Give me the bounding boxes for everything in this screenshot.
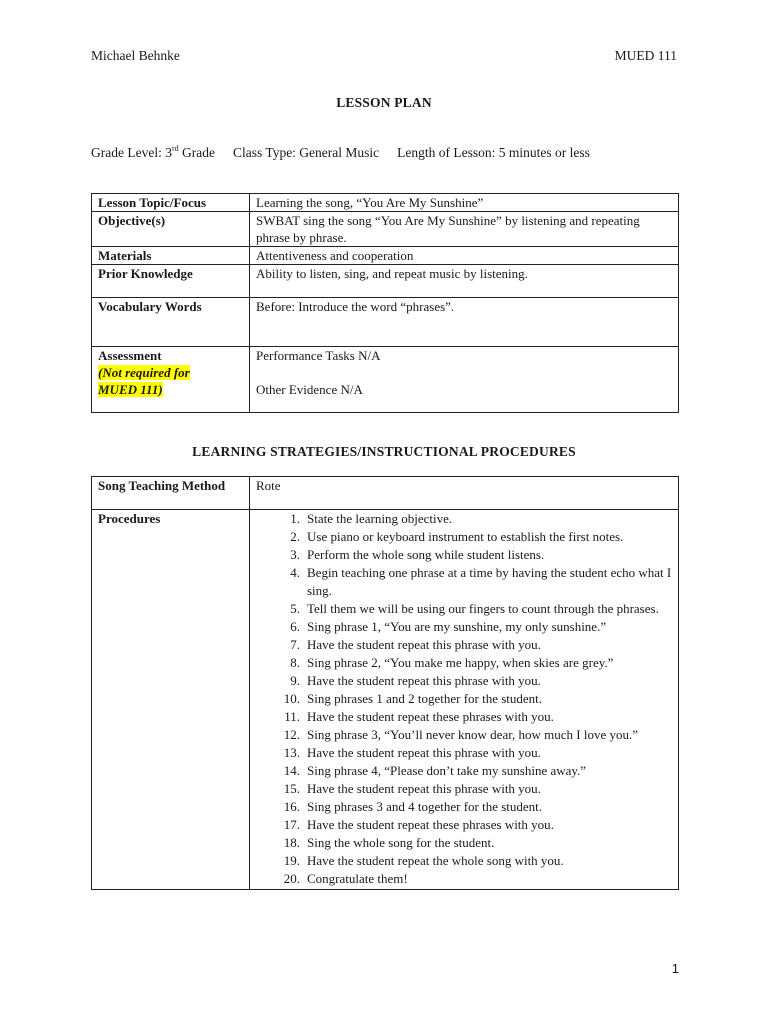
procedure-number: 4. [290, 565, 300, 580]
table-row [92, 247, 679, 265]
performance-tasks: Performance Tasks N/A [256, 348, 381, 363]
materials-label: Materials [92, 247, 250, 265]
lesson-plan-table [91, 193, 679, 413]
grade-level: Grade Level: 3rd Grade [91, 144, 215, 160]
table-row [92, 510, 679, 890]
topic-value: Learning the song, “You Are My Sunshine” [250, 194, 679, 212]
procedure-number: 20. [283, 871, 300, 886]
list-item [256, 600, 672, 618]
other-evidence: Other Evidence N/A [256, 382, 363, 397]
lesson-meta [91, 145, 590, 161]
table-row [92, 477, 679, 510]
author-name: Michael Behnke [91, 48, 180, 63]
assessment-note: MUED 111) [98, 382, 163, 397]
procedure-number: 15. [283, 781, 300, 796]
vocabulary-label: Vocabulary Words [92, 298, 250, 347]
procedure-text: Tell them we will be using our fingers to count through the phrases. [307, 601, 659, 616]
table-row [92, 347, 679, 413]
procedure-number: 16. [283, 799, 300, 814]
page-number: 1 [671, 961, 679, 976]
list-item [256, 780, 672, 798]
procedure-text: Sing phrase 3, “You’ll never know dear, how much I love you.” [307, 727, 639, 742]
list-item [256, 708, 672, 726]
list-item [256, 870, 672, 888]
procedure-number: 1. [290, 511, 300, 526]
assessment-label: Assessment [98, 348, 162, 363]
list-item [256, 726, 672, 744]
class-type: Class Type: General Music [233, 145, 380, 160]
procedure-number: 7. [290, 637, 300, 652]
list-item [256, 816, 672, 834]
procedure-text: Have the student repeat this phrase with you. [307, 745, 541, 760]
list-item [256, 510, 672, 528]
procedures-list [256, 510, 672, 888]
procedures-cell [250, 510, 679, 890]
procedure-text: Have the student repeat these phrases with you. [307, 817, 554, 832]
list-item [256, 762, 672, 780]
procedure-number: 10. [283, 691, 300, 706]
list-item [256, 798, 672, 816]
assessment-note: (Not required for [98, 365, 190, 380]
objective-value: SWBAT sing the song “You Are My Sunshine” by listening and repeating phrase by phrase. [250, 212, 679, 247]
procedures-table [91, 476, 679, 890]
procedure-text: Sing phrase 1, “You are my sunshine, my only sunshine.” [307, 619, 607, 634]
topic-label: Lesson Topic/Focus [92, 194, 250, 212]
procedure-text: Perform the whole song while student listens. [307, 547, 545, 562]
procedure-text: Have the student repeat this phrase with you. [307, 781, 541, 796]
method-label: Song Teaching Method [92, 477, 250, 510]
procedure-text: State the learning objective. [307, 511, 453, 526]
procedure-text: Sing phrase 4, “Please don’t take my sunshine away.” [307, 763, 587, 778]
procedure-number: 11. [284, 709, 300, 724]
section-title: LEARNING STRATEGIES/INSTRUCTIONAL PROCEDURES [192, 444, 576, 459]
list-item [256, 636, 672, 654]
procedure-number: 5. [290, 601, 300, 616]
procedure-number: 18. [283, 835, 300, 850]
assessment-cell [92, 347, 250, 413]
procedure-number: 3. [290, 547, 300, 562]
procedure-text: Sing the whole song for the student. [307, 835, 495, 850]
procedure-text: Sing phrase 2, “You make me happy, when skies are grey.” [307, 655, 614, 670]
list-item [256, 834, 672, 852]
vocabulary-value: Before: Introduce the word “phrases”. [250, 298, 679, 347]
table-row [92, 212, 679, 247]
procedure-text: Have the student repeat these phrases with you. [307, 709, 554, 724]
procedure-text: Have the student repeat the whole song with you. [307, 853, 564, 868]
list-item [256, 528, 672, 546]
procedure-number: 2. [290, 529, 300, 544]
procedure-number: 19. [283, 853, 300, 868]
procedure-number: 17. [283, 817, 300, 832]
procedure-number: 9. [290, 673, 300, 688]
procedure-text: Congratulate them! [307, 871, 408, 886]
list-item [256, 744, 672, 762]
procedure-number: 12. [283, 727, 300, 742]
procedure-number: 8. [290, 655, 300, 670]
procedure-text: Begin teaching one phrase at a time by having the student echo what I sing. [307, 565, 672, 598]
page-title: LESSON PLAN [336, 95, 432, 110]
procedure-text: Have the student repeat this phrase with you. [307, 673, 541, 688]
procedure-text: Sing phrases 3 and 4 together for the student. [307, 799, 543, 814]
procedure-text: Use piano or keyboard instrument to establish the first notes. [307, 529, 624, 544]
objective-label: Objective(s) [92, 212, 250, 247]
procedure-text: Sing phrases 1 and 2 together for the student. [307, 691, 543, 706]
prior-knowledge-value: Ability to listen, sing, and repeat music by listening. [250, 265, 679, 298]
lesson-length: Length of Lesson: 5 minutes or less [397, 145, 590, 160]
procedure-number: 13. [283, 745, 300, 760]
table-row [92, 194, 679, 212]
assessment-value [250, 347, 679, 413]
table-row [92, 265, 679, 298]
method-value: Rote [250, 477, 679, 510]
procedure-number: 14. [283, 763, 300, 778]
list-item [256, 564, 672, 600]
list-item [256, 546, 672, 564]
procedures-label: Procedures [92, 510, 250, 890]
list-item [256, 690, 672, 708]
table-row [92, 298, 679, 347]
course-code: MUED 111 [614, 48, 677, 63]
procedure-number: 6. [290, 619, 300, 634]
list-item [256, 672, 672, 690]
prior-knowledge-label: Prior Knowledge [92, 265, 250, 298]
procedure-text: Have the student repeat this phrase with you. [307, 637, 541, 652]
list-item [256, 618, 672, 636]
list-item [256, 654, 672, 672]
list-item [256, 852, 672, 870]
materials-value: Attentiveness and cooperation [250, 247, 679, 265]
